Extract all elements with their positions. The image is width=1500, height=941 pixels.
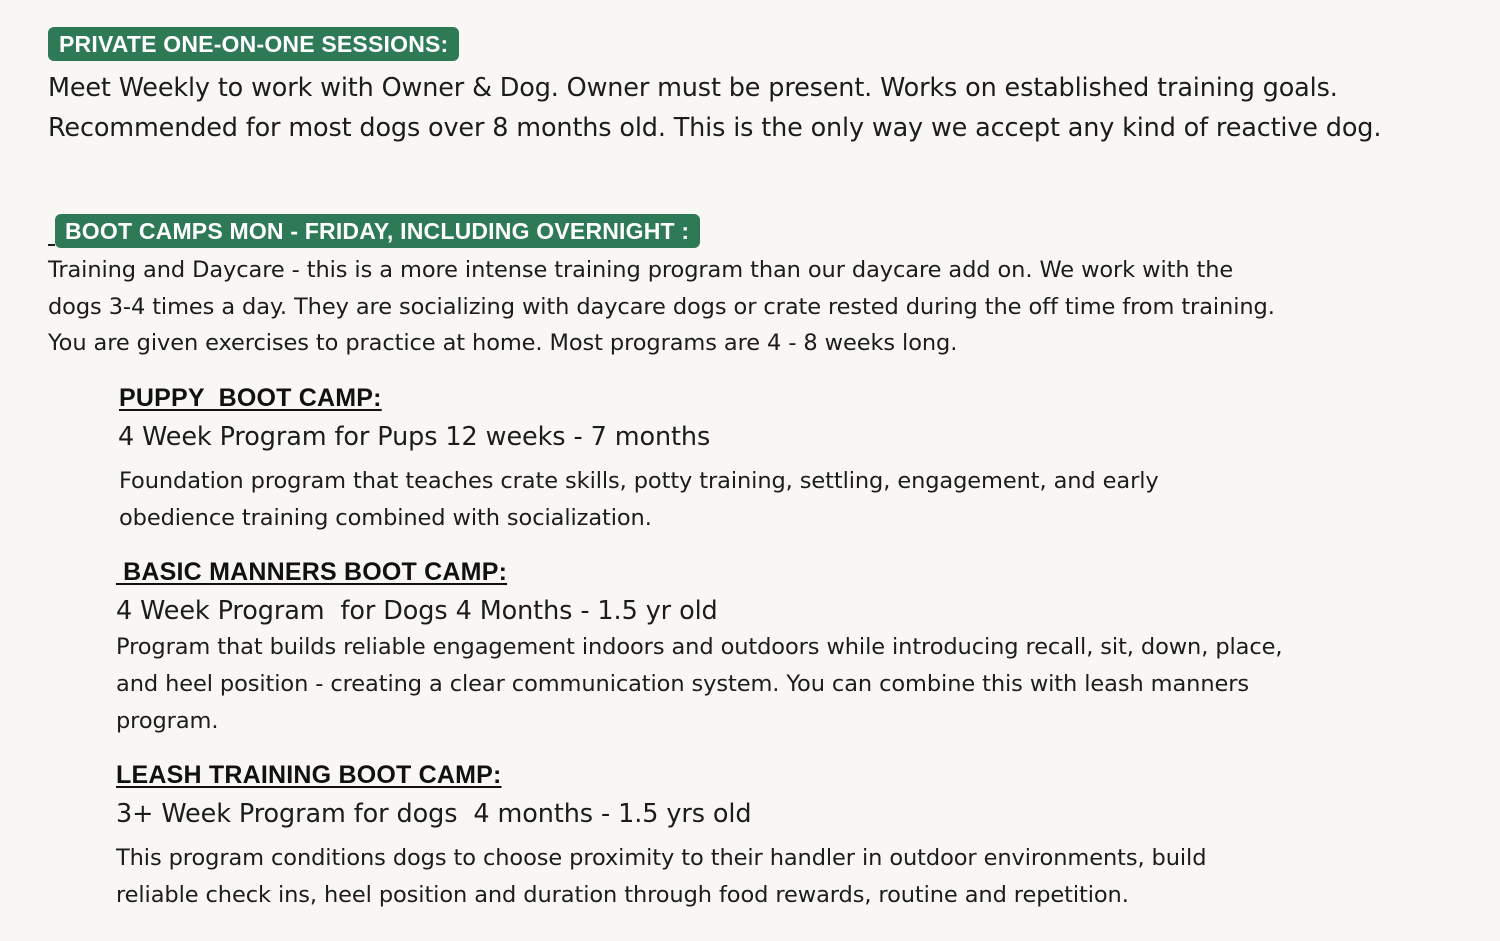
puppy-boot-camp-duration: 4 Week Program for Pups 12 weeks - 7 months	[118, 422, 711, 452]
basic-manners-boot-camp-title: BASIC MANNERS BOOT CAMP:	[116, 558, 508, 586]
private-sessions-line-1: Meet Weekly to work with Owner & Dog. Owner must be present. Works on established training goals.	[48, 73, 1338, 103]
basic-desc-line-1: Program that builds reliable engagement indoors and outdoors while introducing recall, sit, down, place,	[116, 634, 1283, 660]
leash-training-boot-camp-title: LEASH TRAINING BOOT CAMP:	[116, 761, 502, 789]
leash-training-boot-camp-description	[116, 840, 1206, 914]
private-sessions-description	[48, 68, 1381, 148]
puppy-desc-line-1: Foundation program that teaches crate skills, potty training, settling, engagement, and early	[119, 468, 1159, 494]
puppy-desc-line-2: obedience training combined with socialization.	[119, 505, 652, 531]
basic-manners-boot-camp-duration: 4 Week Program for Dogs 4 Months - 1.5 yr old	[116, 596, 718, 626]
basic-manners-boot-camp-description	[116, 629, 1282, 740]
basic-desc-line-2: and heel position - creating a clear communication system. You can combine this with leash manners	[116, 671, 1249, 697]
private-sessions-badge: PRIVATE ONE-ON-ONE SESSIONS:	[48, 27, 459, 61]
boot-camps-line-3: You are given exercises to practice at home. Most programs are 4 - 8 weeks long.	[48, 330, 958, 356]
boot-camps-line-1: Training and Daycare - this is a more intense training program than our daycare add on. We work with the	[48, 257, 1234, 283]
private-sessions-line-2: Recommended for most dogs over 8 months old. This is the only way we accept any kind of reactive dog.	[48, 113, 1382, 143]
underlined-text-fragment	[48, 220, 55, 246]
leash-training-boot-camp-duration: 3+ Week Program for dogs 4 months - 1.5 yrs old	[116, 799, 752, 829]
basic-desc-line-3: program.	[116, 708, 219, 734]
leash-desc-line-2: reliable check ins, heel position and duration through food rewards, routine and repetition.	[116, 882, 1129, 908]
boot-camps-description	[48, 252, 1275, 362]
boot-camps-line-2: dogs 3-4 times a day. They are socializing with daycare dogs or crate rested during the off time from training.	[48, 293, 1275, 320]
boot-camps-badge: BOOT CAMPS MON - FRIDAY, INCLUDING OVERNIGHT :	[55, 214, 700, 248]
puppy-boot-camp-description	[119, 463, 1159, 537]
leash-desc-line-1: This program conditions dogs to choose proximity to their handler in outdoor environments, build	[116, 845, 1207, 871]
puppy-boot-camp-title: PUPPY BOOT CAMP:	[119, 384, 382, 412]
